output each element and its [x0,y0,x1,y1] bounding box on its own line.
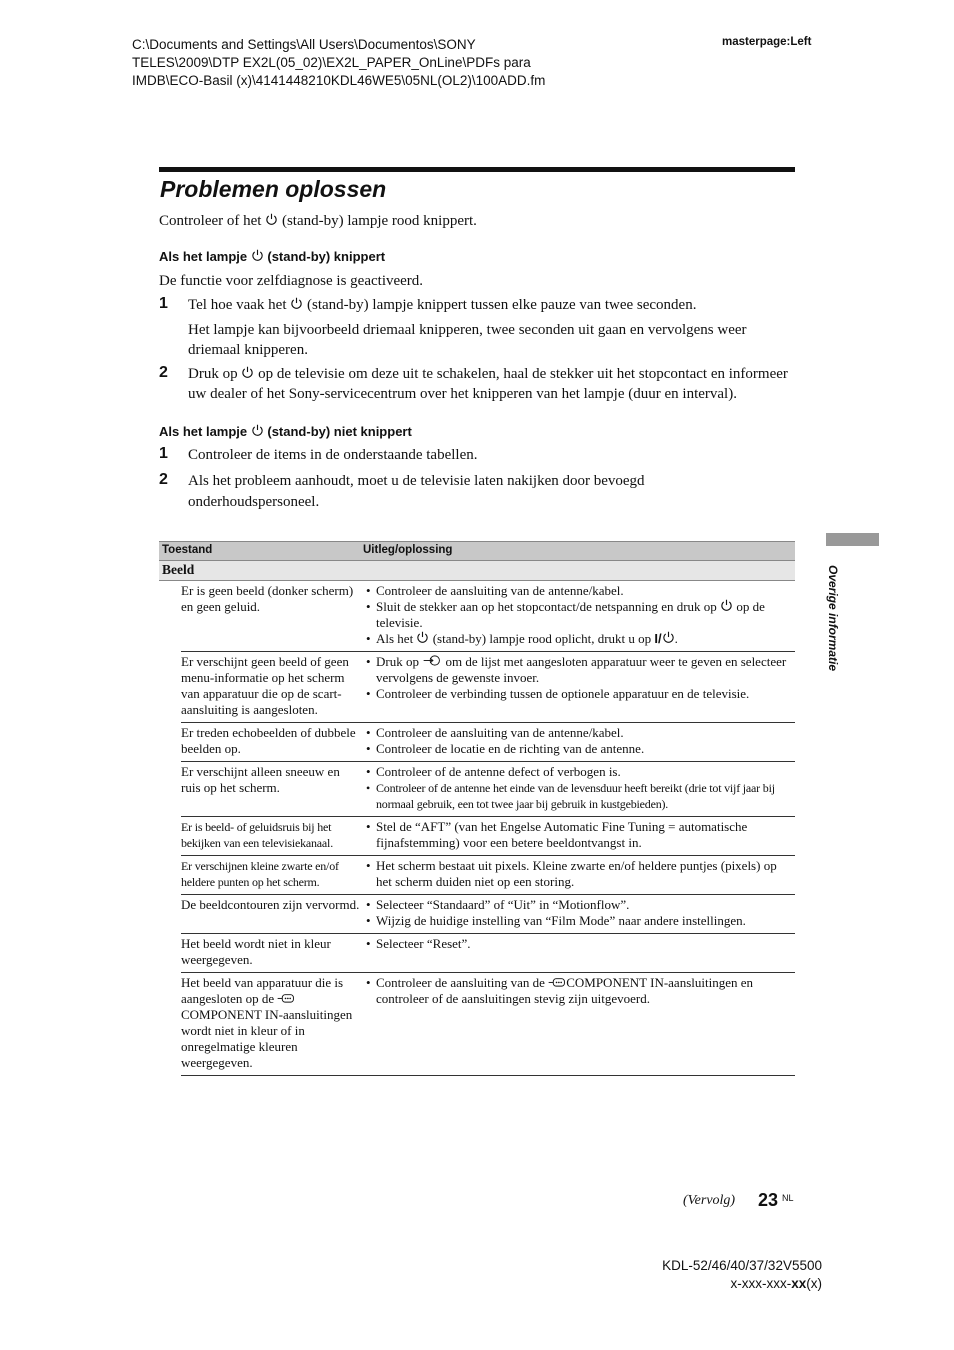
bullet-text: Selecteer “Reset”. [376,936,471,951]
intro-after: (stand-by) lampje rood knippert. [278,213,477,229]
bullet-text: Het scherm bestaat uit pixels. Kleine zwarte en/of heldere puntjes (pixels) op het scherm duiden niet op een storing. [376,858,777,889]
file-path-line: IMDB\ECO-Basil (x)\4141448210KDL46WE5\05NL(OL2)\100ADD.fm [132,73,546,88]
table-row [181,934,795,973]
bullet-text: (stand-by) lampje rood oplicht, drukt u op [429,631,655,646]
solution-cell [366,654,795,718]
bullet-item: • Stel de “AFT” (van het Engelse Automatic Fine Tuning = automatische fijnafstemming) voor een betere beeldontvangst in. [366,819,795,851]
bullet-text: Druk op [376,654,423,669]
section-heading-not-blinking [159,424,412,439]
state-cell: De beeldcontouren zijn vervormd. [181,897,360,912]
power-icon [416,631,429,644]
solution-cell [366,764,795,812]
bullet-text: Controleer de aansluiting van de [376,975,549,990]
step-text [188,295,798,315]
masterpage-label: masterpage:Left [722,36,812,48]
bullet-item: • Druk op om de lijst met aangesloten apparatuur weer te geven en selecteer vervolgens de gewenste invoer. [366,654,787,685]
solution-cell [366,858,795,890]
section-heading-blinking [159,249,385,264]
step-number: 2 [159,364,168,381]
bullet-item: • Controleer de aansluiting van de COMPONENT IN-aansluitingen en controleer of de aansluitingen stevig zijn uitgevoerd. [366,975,753,1006]
column-header-solution: Uitleg/oplossing [363,544,453,556]
state-text: COMPONENT IN-aansluitingen wordt niet in kleur of in onregelmatige kleuren weergegeven. [181,1007,353,1070]
table-row [181,817,795,856]
table-row [181,856,795,895]
power-icon [251,249,264,262]
step-after: (stand-by) lampje knippert tussen elke pauze van twee seconden. [303,297,697,313]
power-icon [265,212,278,225]
power-icon [241,365,254,378]
solution-cell [366,819,795,851]
bullet-item: • Controleer de locatie en de richting van de antenne. [366,741,645,756]
power-icon [290,296,303,309]
state-cell [181,975,366,1071]
step-before: Druk op [188,366,242,382]
step-number: 1 [159,445,168,462]
code-bold: xx [791,1276,807,1291]
step-text [188,364,798,404]
self-diagnosis-text: De functie voor zelfdiagnose is geactiveerd. [159,273,424,289]
bullet-text: Controleer de verbinding tussen de optionele apparatuur en de televisie. [376,686,750,701]
file-path-line: TELES\2009\DTP EX2L(05_02)\EX2L_PAPER_OnLine\PDFs para [132,55,531,70]
bullet-text: Selecteer “Standaard” of “Uit” in “Motionflow”. [376,897,630,912]
bullet-text: Als het [376,631,417,646]
state-cell: Er verschijnt geen beeld of geen menu-informatie op het scherm van apparatuur die op de scart-aansluiting is aangesloten. [181,654,349,717]
heading-after: (stand-by) knippert [263,249,386,264]
table-row [181,723,795,762]
title-rule [159,167,795,172]
table-header [159,541,795,561]
solution-cell [366,897,795,929]
bullet-item: • Controleer de verbinding tussen de optionele apparatuur en de televisie. [366,686,750,701]
step-before: Tel hoe vaak het [188,297,291,313]
file-path-line: C:\Documents and Settings\All Users\Documentos\SONY [132,37,476,52]
state-cell: Er verschijnt alleen sneeuw en ruis op het scherm. [181,764,340,795]
category-row: Beeld [159,561,795,581]
heading-before: Als het lampje [159,424,251,439]
section-tab-marker [826,533,879,546]
step-text: Als het probleem aanhoudt, moet u de televisie laten nakijken door bevoegd onderhoudspersoneel. [188,473,645,510]
state-cell: Er is beeld- of geluidsruis bij het bekijken van een televisiekanaal. [181,820,333,850]
bullet-text: Controleer of de antenne het einde van de levensduur heeft bereikt (drie tot vijf jaar bij normaal gebruik, een tot twee jaar bij gebruik in kustgebieden). [376,781,775,811]
input-icon [422,654,442,667]
power-icon [662,631,675,644]
bullet-text: Sluit de stekker aan op het stopcontact/de netspanning en druk op [376,599,721,614]
component-icon [277,991,295,1004]
bullet-item: • Selecteer “Reset”. [366,936,471,951]
component-icon [548,975,566,988]
bullet-item: • Controleer de aansluiting van de antenne/kabel. [366,583,624,598]
bullet-text: Controleer de aansluiting van de antenne/kabel. [376,725,624,740]
file-path-header [132,36,545,90]
bullet-text: Controleer de aansluiting van de antenne/kabel. [376,583,624,598]
heading-after: (stand-by) niet knippert [263,424,412,439]
solution-cell [366,975,795,1071]
bullet-item: • Selecteer “Standaard” of “Uit” in “Motionflow”. [366,897,630,912]
solution-cell [366,936,795,968]
bullet-text: Stel de “AFT” (van het Engelse Automatic Fine Tuning = automatische fijnafstemming) voor een betere beeldontvangst in. [376,819,748,850]
bullet-text: Wijzig de huidige instelling van “Film Mode” naar andere instellingen. [376,913,746,928]
step-number: 2 [159,471,168,488]
bullet-item: • Als het (stand-by) lampje rood oplicht, drukt u op I/ . [366,631,678,646]
state-text: Het beeld van apparatuur die is aangesloten op de [181,975,344,1006]
table-row [181,652,795,723]
table-row [181,895,795,934]
state-cell: Het beeld wordt niet in kleur weergegeven. [181,936,331,967]
bullet-text: . [674,631,678,646]
bullet-item: • Het scherm bestaat uit pixels. Kleine zwarte en/of heldere puntjes (pixels) op het scherm duiden niet op een storing. [366,858,795,890]
bullet-item: • Sluit de stekker aan op het stopcontact/de netspanning en druk op op de televisie. [366,599,765,630]
intro-text [159,211,477,231]
code-suffix: (x) [806,1276,822,1291]
solution-cell [366,725,795,757]
state-cell: Er is geen beeld (donker scherm) en geen geluid. [181,583,354,614]
state-cell: Er treden echobeelden of dubbele beelden op. [181,725,356,756]
heading-before: Als het lampje [159,249,251,264]
step-note: Het lampje kan bijvoorbeeld driemaal knipperen, twee seconden uit gaan en vervolgens weer driemaal knipperen. [188,322,747,358]
table-row [181,973,795,1076]
model-info [651,1257,822,1293]
state-cell: Er verschijnen kleine zwarte en/of heldere punten op het scherm. [181,859,339,889]
bullet-text: Controleer of de antenne defect of verbogen is. [376,764,621,779]
table-row [181,581,795,652]
troubleshooting-table [159,541,795,1076]
table-row [181,762,795,817]
document-code [651,1275,822,1293]
bullet-item: • Wijzig de huidige instelling van “Film Mode” naar andere instellingen. [366,913,746,928]
model-number: KDL-52/46/40/37/32V5500 [662,1258,822,1273]
step-number: 1 [159,295,168,312]
bullet-text: om de lijst met aangesloten apparatuur weer te geven en selecteer vervolgens de gewenste invoer. [376,654,787,685]
bullet-text: Controleer de locatie en de richting van de antenne. [376,741,645,756]
bullet-item: • Controleer de aansluiting van de antenne/kabel. [366,725,624,740]
bullet-text: COMPONENT IN-aansluitingen en controleer of de aansluitingen stevig zijn uitgevoerd. [376,975,753,1006]
bullet-text: op de televisie. [376,599,765,630]
power-icon [720,599,733,612]
power-button-label: I/ [654,631,662,646]
step-text: Controleer de items in de onderstaande tabellen. [188,447,478,463]
step-after: op de televisie om deze uit te schakelen, haal de stekker uit het stopcontact en informeer uw dealer of het Sony-servicecentrum over het knipperen van het lampje (duur en interval). [188,366,788,402]
code-prefix: x-xxx-xxx- [730,1276,792,1291]
page-title: Problemen oplossen [160,176,387,202]
page-number: 23 [758,1190,779,1210]
side-label-text: Overige informatie [826,565,840,672]
power-icon [251,424,264,437]
continued-label: (Vervolg) [683,1193,736,1208]
solution-cell [366,583,795,647]
intro-before: Controleer of het [159,213,266,229]
column-header-state: Toestand [162,544,213,556]
bullet-item: • Controleer of de antenne het einde van de levensduur heeft bereikt (drie tot vijf jaar bij normaal gebruik, een tot twee jaar bij gebruik in kustgebieden). [366,780,795,812]
language-code: NL [782,1193,794,1203]
bullet-item: • Controleer of de antenne defect of verbogen is. [366,764,621,779]
side-section-label [822,565,852,705]
